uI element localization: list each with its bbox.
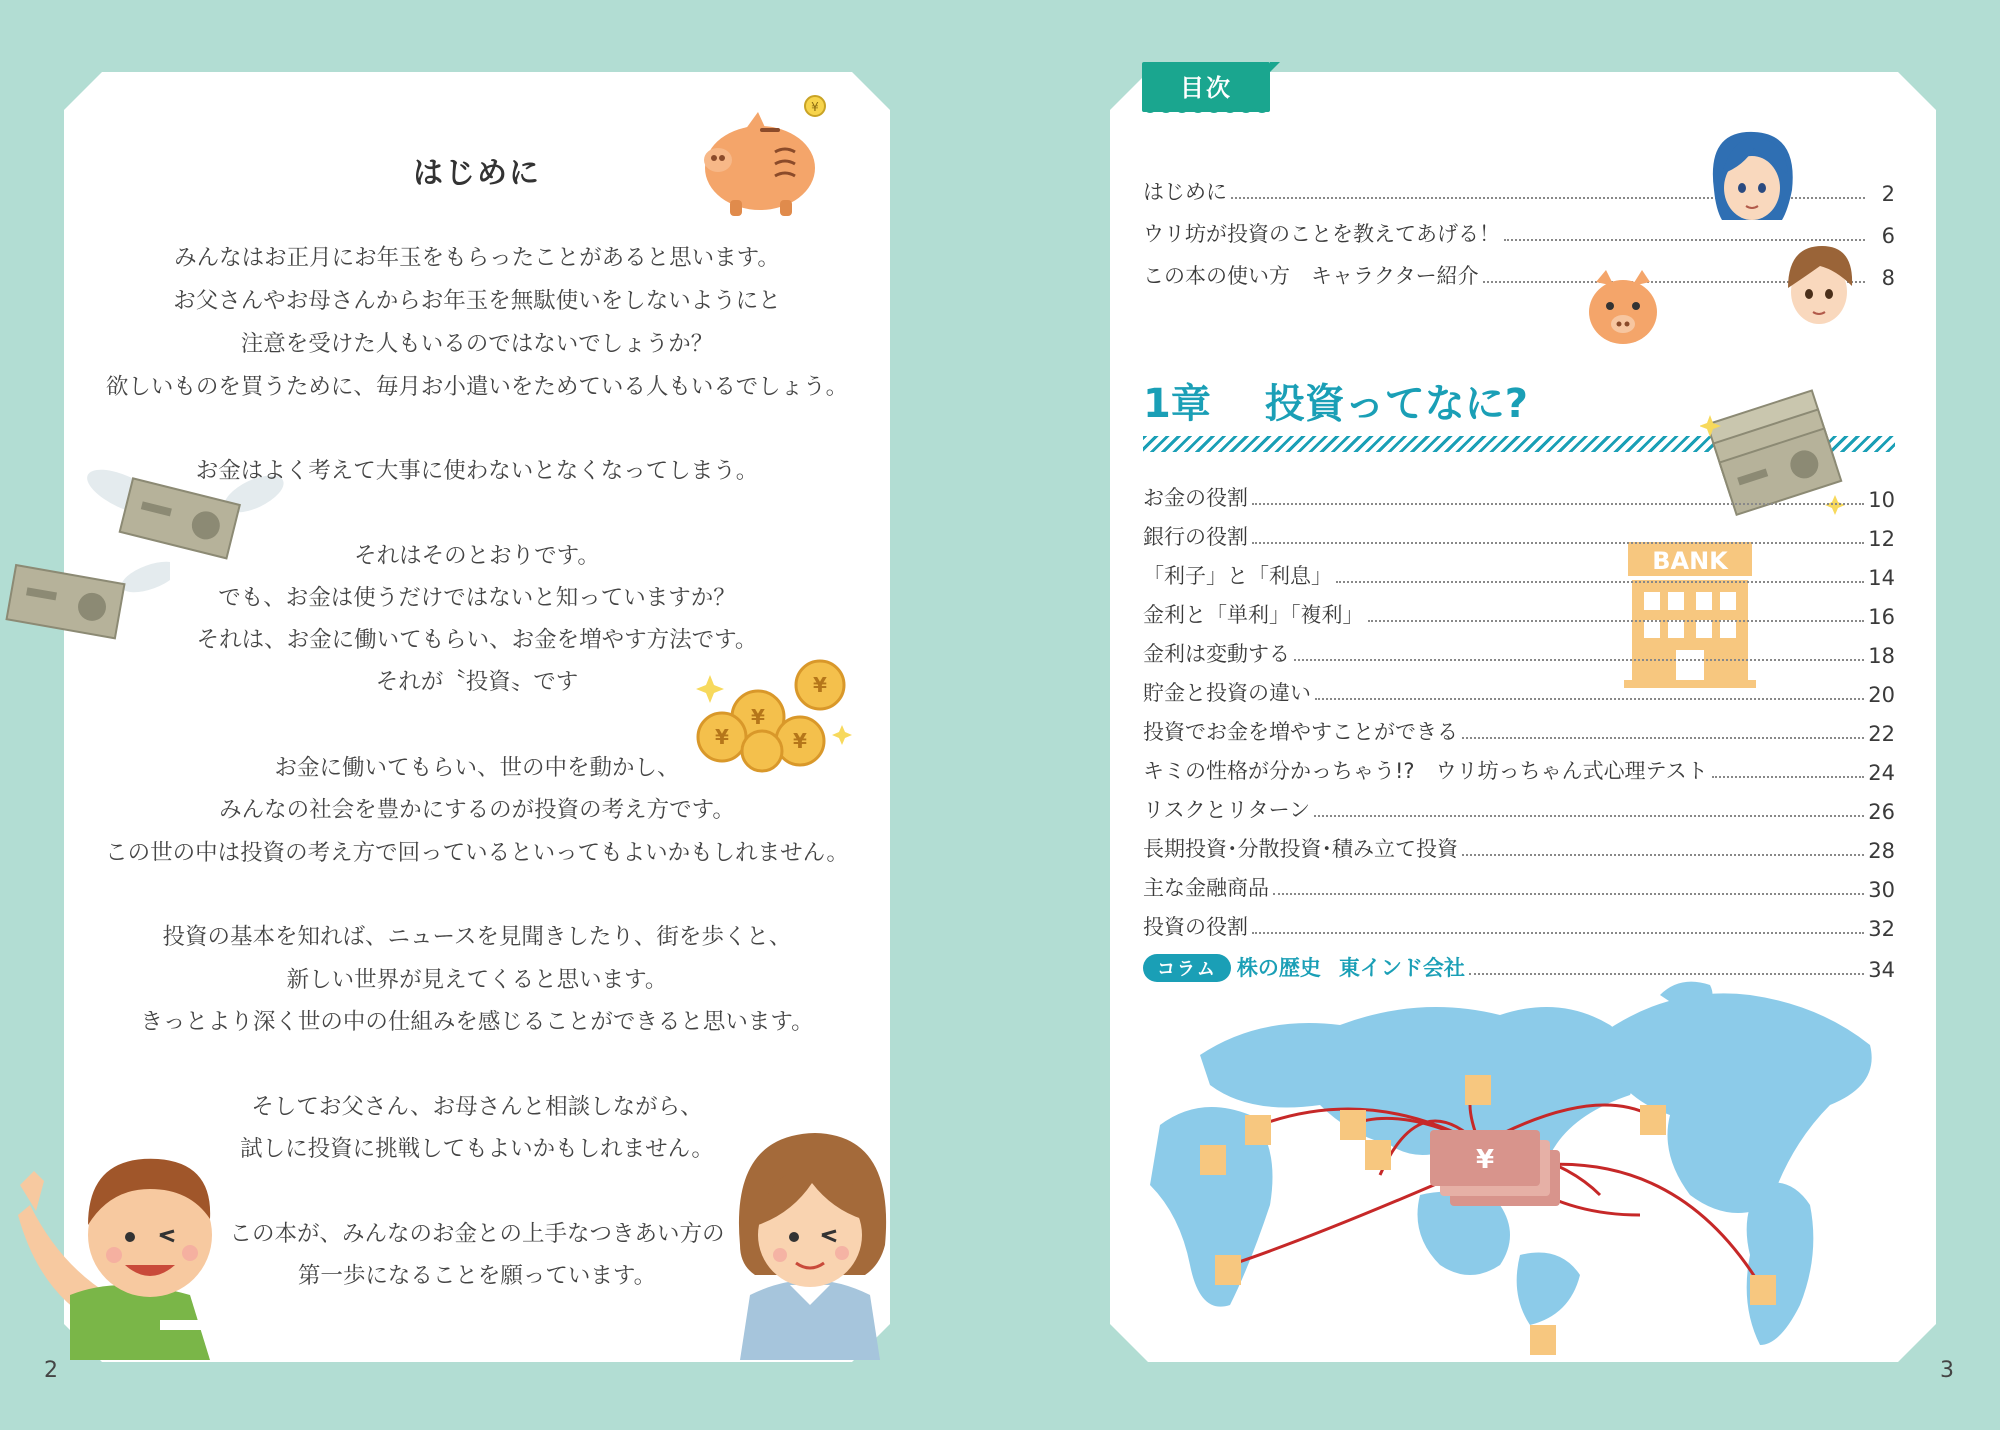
intro-text-line: この世の中は投資の考え方で回っているといってもよいかもしれません。	[105, 840, 849, 866]
toc-leader-dots	[1252, 542, 1864, 544]
toc-entry-label: 投資でお金を増やすことができる	[1143, 720, 1458, 744]
toc-entry-page: 22	[1868, 722, 1895, 746]
intro-text-line: お金に働いてもらい、世の中を動かし、	[274, 755, 680, 781]
toc-entry[interactable]	[1143, 833, 1895, 863]
intro-text-line: みんなはお正月にお年玉をもらったことがあると思います。	[174, 245, 780, 271]
toc-leader-dots	[1294, 659, 1864, 661]
toc-entry-page: 18	[1868, 644, 1895, 668]
coin-yen-label: ¥	[715, 725, 729, 749]
toc-entry-page: 8	[1881, 266, 1895, 290]
toc-leader-dots	[1314, 815, 1864, 817]
toc-entry[interactable]	[1143, 872, 1895, 902]
toc-entry[interactable]	[1143, 599, 1895, 629]
intro-text-line: お金はよく考えて大事に使わないとなくなってしまう。	[195, 458, 759, 484]
toc-entry-page: 12	[1868, 527, 1895, 551]
toc-entry-page: 16	[1868, 605, 1895, 629]
toc-entry[interactable]	[1143, 521, 1895, 551]
intro-text-line: 試しに投資に挑戦してもよいかもしれません。	[240, 1136, 714, 1162]
toc-entry-label: この本の使い方 キャラクター紹介	[1143, 264, 1479, 288]
intro-text-line: みんなの社会を豊かにするのが投資の考え方です。	[219, 797, 735, 823]
toc-entry-page: 30	[1868, 878, 1895, 902]
toc-leader-dots	[1252, 932, 1864, 934]
girl-illustration	[730, 1125, 890, 1360]
column-badge: コラム	[1143, 954, 1231, 982]
bank-sign-label: BANK	[1652, 547, 1728, 575]
toc-entry-label: 金利は変動する	[1143, 642, 1290, 666]
toc-entry-label: 投資の役割	[1143, 915, 1248, 939]
toc-entry-page: 26	[1868, 800, 1895, 824]
toc-leader-dots	[1368, 620, 1865, 622]
toc-entry[interactable]	[1143, 482, 1895, 512]
toc-leader-dots	[1336, 581, 1864, 583]
toc-leader-dots	[1252, 503, 1864, 505]
chapter-heading	[1143, 372, 1528, 429]
toc-leader-dots	[1712, 776, 1865, 778]
page-number-right: 3	[1940, 1358, 1954, 1383]
intro-text-line: きっとより深く世の中の仕組みを感じることができると思います。	[140, 1009, 814, 1035]
toc-entry-page: 34	[1868, 958, 1895, 982]
toc-entry[interactable]	[1143, 794, 1895, 824]
coin-yen-label: ¥	[751, 705, 765, 729]
intro-text-line: 注意を受けた人もいるのではないでしょうか？	[240, 331, 714, 357]
intro-text-line: 新しい世界が見えてくると思います。	[286, 967, 668, 993]
toc-entry-page: 14	[1868, 566, 1895, 590]
boar-character-illustration	[1584, 268, 1662, 348]
toc-entry-label: ウリ坊が投資のことを教えてあげる！	[1143, 222, 1500, 246]
world-map-illustration	[1120, 975, 1935, 1360]
toc-entry-page: 32	[1868, 917, 1895, 941]
column-subtitle: 東インド会社	[1338, 956, 1465, 980]
toc-entry-label: 長期投資･分散投資･積み立て投資	[1143, 837, 1458, 861]
blue-hair-character-illustration	[1706, 130, 1796, 225]
toc-leader-dots	[1462, 854, 1864, 856]
toc-leader-dots	[1469, 973, 1864, 975]
toc-entry[interactable]	[1143, 638, 1895, 668]
toc-entry[interactable]	[1143, 911, 1895, 941]
coin-yen-label: ¥	[793, 729, 807, 753]
page-title: はじめに	[413, 156, 541, 191]
intro-text-line: 欲しいものを買うために、毎月お小遣いをためている人もいるでしょう。	[105, 374, 849, 400]
page-number-left: 2	[44, 1358, 58, 1383]
toc-entry-page: 2	[1881, 182, 1895, 206]
toc-entry-label: はじめに	[1143, 180, 1227, 204]
toc-entry[interactable]	[1143, 755, 1895, 785]
toc-tab-wave	[1142, 108, 1270, 118]
toc-leader-dots	[1273, 893, 1864, 895]
toc-entry-page: 6	[1881, 224, 1895, 248]
toc-leader-dots	[1504, 239, 1865, 241]
toc-entry[interactable]	[1143, 677, 1895, 707]
toc-entry-page: 10	[1868, 488, 1895, 512]
toc-column-entry[interactable]	[1143, 952, 1895, 982]
intro-text-line: この本が、みんなのお金との上手なつきあい方の	[229, 1221, 725, 1247]
column-title: 株の歴史	[1236, 956, 1321, 980]
boy-illustration	[10, 1125, 240, 1360]
toc-entry-page: 20	[1868, 683, 1895, 707]
toc-entry-label: 主な金融商品	[1143, 876, 1269, 900]
intro-text-line: それは、お金に働いてもらい、お金を増やす方法です。	[196, 627, 758, 653]
intro-text-line: 第一歩になることを願っています。	[297, 1263, 657, 1289]
intro-text-line: お父さんやお母さんからお年玉を無駄使いをしないようにと	[173, 288, 781, 314]
coin-yen-label: ¥	[811, 100, 819, 114]
coin-yen-label: ¥	[813, 673, 827, 697]
intro-text-line: そしてお父さん、お母さんと相談しながら、	[251, 1094, 703, 1120]
intro-text-line: それはそのとおりです。	[354, 543, 600, 569]
toc-tab-label: 目次	[1180, 74, 1232, 102]
toc-entry-label: お金の役割	[1143, 486, 1248, 510]
toc-leader-dots	[1315, 698, 1864, 700]
toc-entry-label: 銀行の役割	[1143, 525, 1248, 549]
chapter-title: 投資ってなに?	[1264, 381, 1528, 427]
toc-entry-label: キミの性格が分かっちゃう!? ウリ坊っちゃん式心理テスト	[1143, 759, 1708, 783]
toc-entry[interactable]	[1143, 716, 1895, 746]
intro-text-line: 投資の基本を知れば、ニュースを見聞きしたり、街を歩くと、	[162, 924, 792, 950]
brown-hair-character-illustration	[1778, 244, 1860, 328]
toc-entry-page: 28	[1868, 839, 1895, 863]
banknote-yen-label: ¥	[1475, 1145, 1495, 1175]
chapter-number: 1章	[1143, 381, 1211, 427]
toc-entry-label: 貯金と投資の違い	[1143, 681, 1311, 705]
toc-entry-page: 24	[1868, 761, 1895, 785]
toc-entry-label: 「利子」と「利息」	[1143, 564, 1332, 588]
toc-entry-label: 金利と「単利」「複利」	[1143, 603, 1364, 627]
intro-text-line: それが〝投資〟です	[375, 669, 579, 695]
toc-entry[interactable]	[1143, 560, 1895, 590]
piggy-bank-illustration	[690, 90, 830, 220]
toc-entry-label: リスクとリターン	[1143, 798, 1311, 822]
toc-leader-dots	[1462, 737, 1864, 739]
toc-tab	[1142, 62, 1270, 112]
intro-text-line: でも、お金は使うだけではないと知っていますか？	[218, 585, 736, 611]
